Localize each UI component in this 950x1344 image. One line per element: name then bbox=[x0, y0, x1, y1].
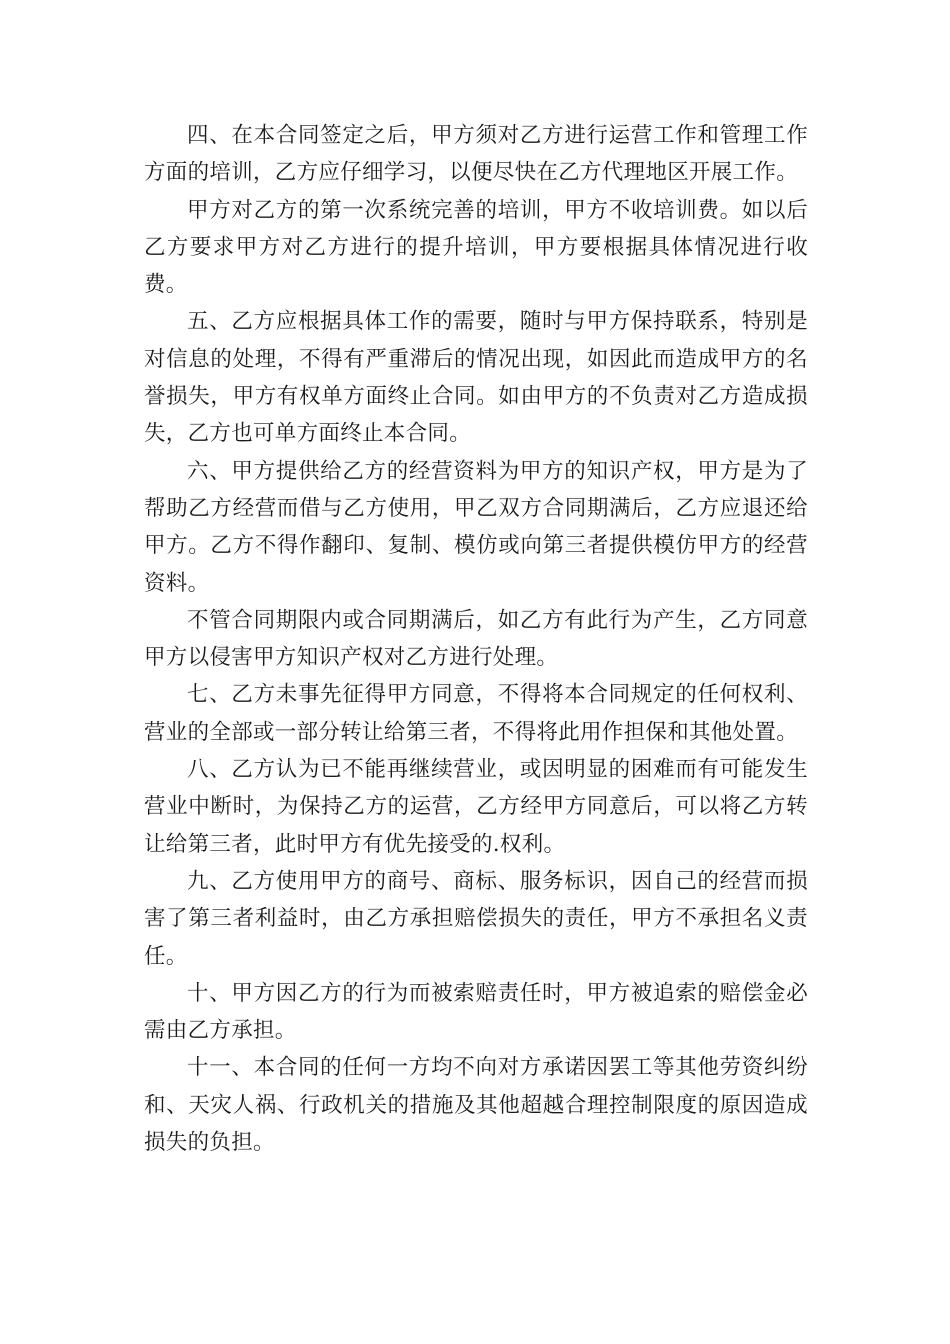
contract-body bbox=[144, 117, 808, 1161]
clause-5-paragraph: 五、乙方应根据具体工作的需要，随时与甲方保持联系，特别是对信息的处理，不得有严重滞后的情况出现，如因此而造成甲方的名誉损失，甲方有权单方面终止合同。如由甲方的不负责对乙方造成损失，乙方也可单方面终止本合同。 bbox=[144, 309, 808, 447]
clause-10-paragraph: 十、甲方因乙方的行为而被索赔责任时，甲方被追索的赔偿金必需由乙方承担。 bbox=[144, 980, 808, 1044]
clause-9-paragraph: 九、乙方使用甲方的商号、商标、服务标识，因自己的经营而损害了第三者利益时，由乙方承担赔偿损失的责任，甲方不承担名义责任。 bbox=[144, 868, 808, 969]
clause-6-ip-paragraph: 不管合同期限内或合同期满后，如乙方有此行为产生，乙方同意甲方以侵害甲方知识产权对乙方进行处理。 bbox=[144, 607, 808, 671]
clause-7-paragraph: 七、乙方未事先征得甲方同意，不得将本合同规定的任何权利、营业的全部或一部分转让给第三者，不得将此用作担保和其他处置。 bbox=[144, 682, 808, 745]
clause-6-paragraph: 六、甲方提供给乙方的经营资料为甲方的知识产权，甲方是为了帮助乙方经营而借与乙方使用，甲乙双方合同期满后，乙方应退还给甲方。乙方不得作翻印、复制、模仿或向第三者提供模仿甲方的经营资料。 bbox=[144, 458, 808, 596]
clause-4-paragraph: 四、在本合同签定之后，甲方须对乙方进行运营工作和管理工作方面的培训，乙方应仔细学习，以便尽快在乙方代理地区开展工作。 bbox=[144, 123, 808, 186]
clause-11-paragraph: 十一、本合同的任何一方均不向对方承诺因罢工等其他劳资纠纷和、天灾人祸、行政机关的措施及其他超越合理控制限度的原因造成损失的负担。 bbox=[144, 1055, 808, 1156]
clause-8-paragraph: 八、乙方认为已不能再继续营业，或因明显的困难而有可能发生营业中断时，为保持乙方的运营，乙方经甲方同意后，可以将乙方转让给第三者，此时甲方有优先接受的.权利。 bbox=[144, 757, 808, 857]
clause-4-training-fee-paragraph: 甲方对乙方的第一次系统完善的培训，甲方不收培训费。如以后乙方要求甲方对乙方进行的提升培训，甲方要根据具体情况进行收费。 bbox=[144, 197, 808, 298]
